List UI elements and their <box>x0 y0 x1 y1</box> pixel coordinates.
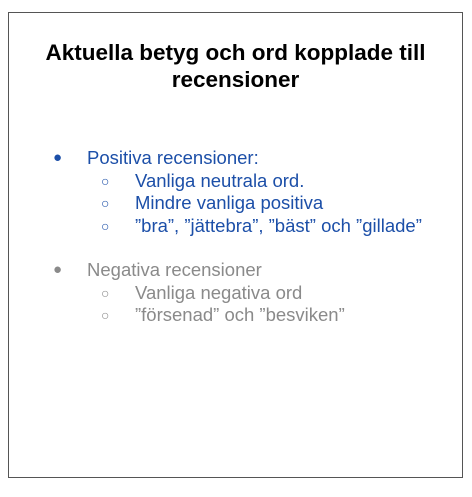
hollow-bullet-icon: ○ <box>101 172 110 189</box>
filled-bullet-icon: ● <box>53 149 63 166</box>
positive-reviews-label: Positiva recensioner: <box>87 147 259 168</box>
positive-sub-item-text: ”bra”, ”jättebra”, ”bäst” och ”gillade” <box>135 214 422 236</box>
hollow-bullet-icon: ○ <box>101 195 110 211</box>
hollow-bullet-icon: ○ <box>101 307 110 323</box>
hollow-bullet-icon: ○ <box>101 217 110 234</box>
positive-sub-item <box>9 192 462 215</box>
slide-card <box>8 12 463 478</box>
negative-sub-item-text: Vanliga negativa ord <box>135 281 303 303</box>
negative-reviews-label: Negativa recensioner <box>87 259 262 280</box>
negative-reviews-item <box>9 259 462 282</box>
slide-title-line-1: Aktuella betyg och ord kopplade till <box>45 40 426 65</box>
slide-title <box>9 39 462 93</box>
positive-sub-item <box>9 170 462 193</box>
hollow-bullet-icon: ○ <box>101 284 110 301</box>
positive-sub-item-text: Vanliga neutrala ord. <box>135 169 305 191</box>
negative-sub-item <box>9 282 462 305</box>
positive-reviews-section <box>9 147 462 237</box>
negative-reviews-section <box>9 259 462 327</box>
negative-sub-item <box>9 304 462 327</box>
positive-reviews-item <box>9 147 462 170</box>
positive-sub-item <box>9 215 462 238</box>
negative-sub-item-text: ”försenad” och ”besviken” <box>135 304 345 325</box>
positive-sub-item-text: Mindre vanliga positiva <box>135 192 324 213</box>
filled-bullet-icon: ● <box>53 261 63 278</box>
slide-title-line-2: recensioner <box>171 67 300 92</box>
